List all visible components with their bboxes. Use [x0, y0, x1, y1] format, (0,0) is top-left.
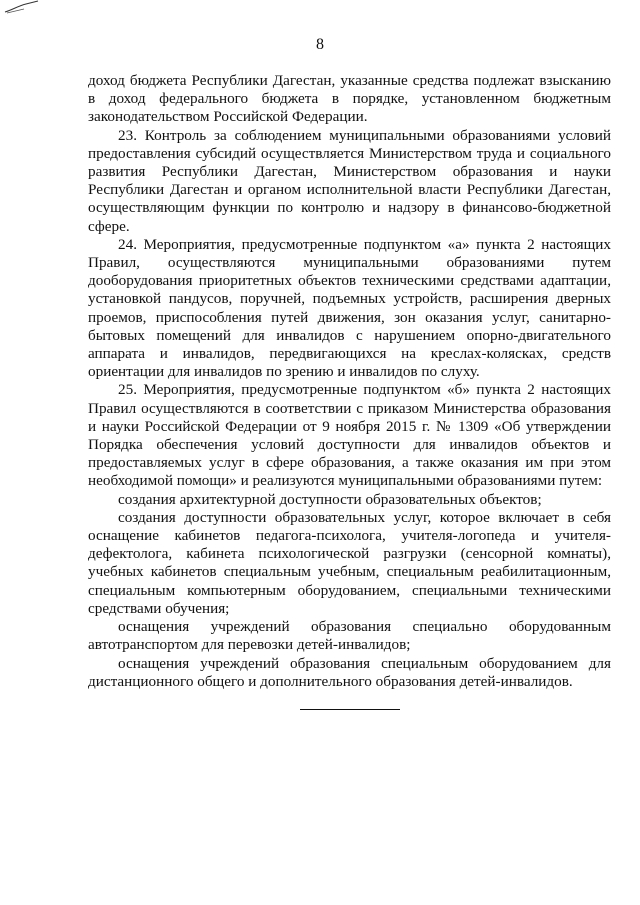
- page-number: 8: [316, 36, 324, 53]
- list-item-educational-services: создания доступности образовательных услуг, которое включает в себя оснащение кабинетов педагога-психолога, учителя-логопеда и учителя-дефектолога, кабинета психологической разгрузки (сенсорной комнаты), учебных кабинетов специальным учебным, специальным реабилитационным, специальным компьютерным оборудованием, специальными техническими средствами обучения;: [88, 508, 611, 617]
- paragraph-25: 25. Мероприятия, предусмотренные подпунктом «б» пункта 2 настоящих Правил осуществляются в соответствии с приказом Министерства образования и науки Российской Федерации от 9 ноября 2015 г. № 1309 «Об утверждении Порядка обеспечения условий доступности для инвалидов объектов и предоставляемых услуг в сфере образования, а также оказания им при этом необходимой помощи» и реализуются муниципальными образованиями путем:: [88, 381, 611, 490]
- list-item-remote-education: оснащения учреждений образования специальным оборудованием для дистанционного общего и дополнительного образования детей-инвалидов.: [88, 654, 611, 690]
- scan-mark: [4, 0, 40, 14]
- end-divider: [300, 709, 400, 710]
- list-item-transport: оснащения учреждений образования специально оборудованным автотранспортом для перевозки детей-инвалидов;: [88, 618, 611, 654]
- list-item-architectural-access: создания архитектурной доступности образовательных объектов;: [118, 490, 542, 508]
- paragraph-23: 23. Контроль за соблюдением муниципальными образованиями условий предоставления субсидий осуществляется Министерством труда и социального развития Республики Дагестан, Министерством образования и науки Республики Дагестан и органом исполнительной власти Республики Дагестан, осуществляющим функции по контролю и надзору в финансово-бюджетной сфере.: [88, 126, 611, 235]
- paragraph-continuation: доход бюджета Республики Дагестан, указанные средства подлежат взысканию в доход федерального бюджета в порядке, установленном бюджетным законодательством Российской Федерации.: [88, 72, 611, 126]
- document-body: [88, 72, 611, 691]
- paragraph-24: 24. Мероприятия, предусмотренные подпунктом «а» пункта 2 настоящих Правил, осуществляются муниципальными образованиями путем дооборудования приоритетных объектов техническими средствами адаптации, установкой пандусов, поручней, подъемных устройств, расширения дверных проемов, приспособления путей движения, зон оказания услуг, санитарно-бытовых помещений для инвалидов с нарушением опорно-двигательного аппарата и инвалидов, передвигающихся на креслах-колясках, средств ориентации для инвалидов по зрению и инвалидов по слуху.: [88, 235, 611, 381]
